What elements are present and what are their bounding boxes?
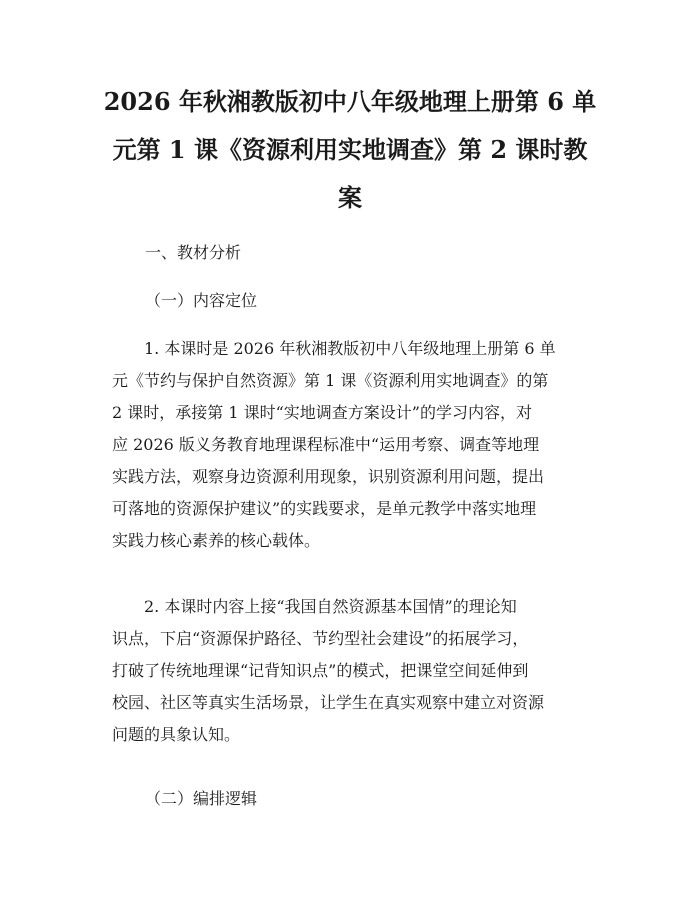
- paragraph-2: [112, 591, 592, 751]
- paragraph-line: 应 2026 版义务教育地理课程标准中“运用考察、调查等地理: [112, 435, 540, 454]
- section-heading-teaching-material-analysis: 一、教材分析: [145, 243, 242, 262]
- paragraph-line: 可落地的资源保护建议”的实践要求，是单元教学中落实地理: [112, 499, 537, 518]
- subsection-heading-arrangement-logic: （二）编排逻辑: [145, 789, 258, 808]
- title-line: 2026 年秋湘教版初中八年级地理上册第 6 单: [103, 87, 597, 116]
- paragraph-line: 问题的具象认知。: [112, 725, 241, 744]
- paragraph-line: 识点，下启“资源保护路径、节约型社会建设”的拓展学习，: [112, 629, 529, 648]
- subsection-heading-content-positioning: （一）内容定位: [145, 291, 258, 310]
- title-line: 案: [338, 183, 362, 212]
- paragraph-line: 1. 本课时是 2026 年秋湘教版初中八年级地理上册第 6 单: [144, 339, 556, 358]
- paragraph-line: 打破了传统地理课“记背知识点”的模式，把课堂空间延伸到: [112, 661, 529, 680]
- paragraph-line: 实践力核心素养的核心载体。: [112, 531, 321, 550]
- paragraph-line: 校园、社区等真实生活场景，让学生在真实观察中建立对资源: [112, 693, 545, 712]
- paragraph-line: 2 课时，承接第 1 课时“实地调查方案设计”的学习内容，对: [112, 403, 532, 422]
- title-line: 元第 1 课《资源利用实地调查》第 2 课时教: [112, 135, 588, 164]
- document-title: [0, 78, 700, 222]
- paragraph-1: [112, 333, 592, 557]
- paragraph-line: 2. 本课时内容上接“我国自然资源基本国情”的理论知: [144, 597, 517, 616]
- paragraph-line: 元《节约与保护自然资源》第 1 课《资源利用实地调查》的第: [112, 371, 549, 390]
- paragraph-line: 实践方法，观察身边资源利用现象，识别资源利用问题，提出: [112, 467, 545, 486]
